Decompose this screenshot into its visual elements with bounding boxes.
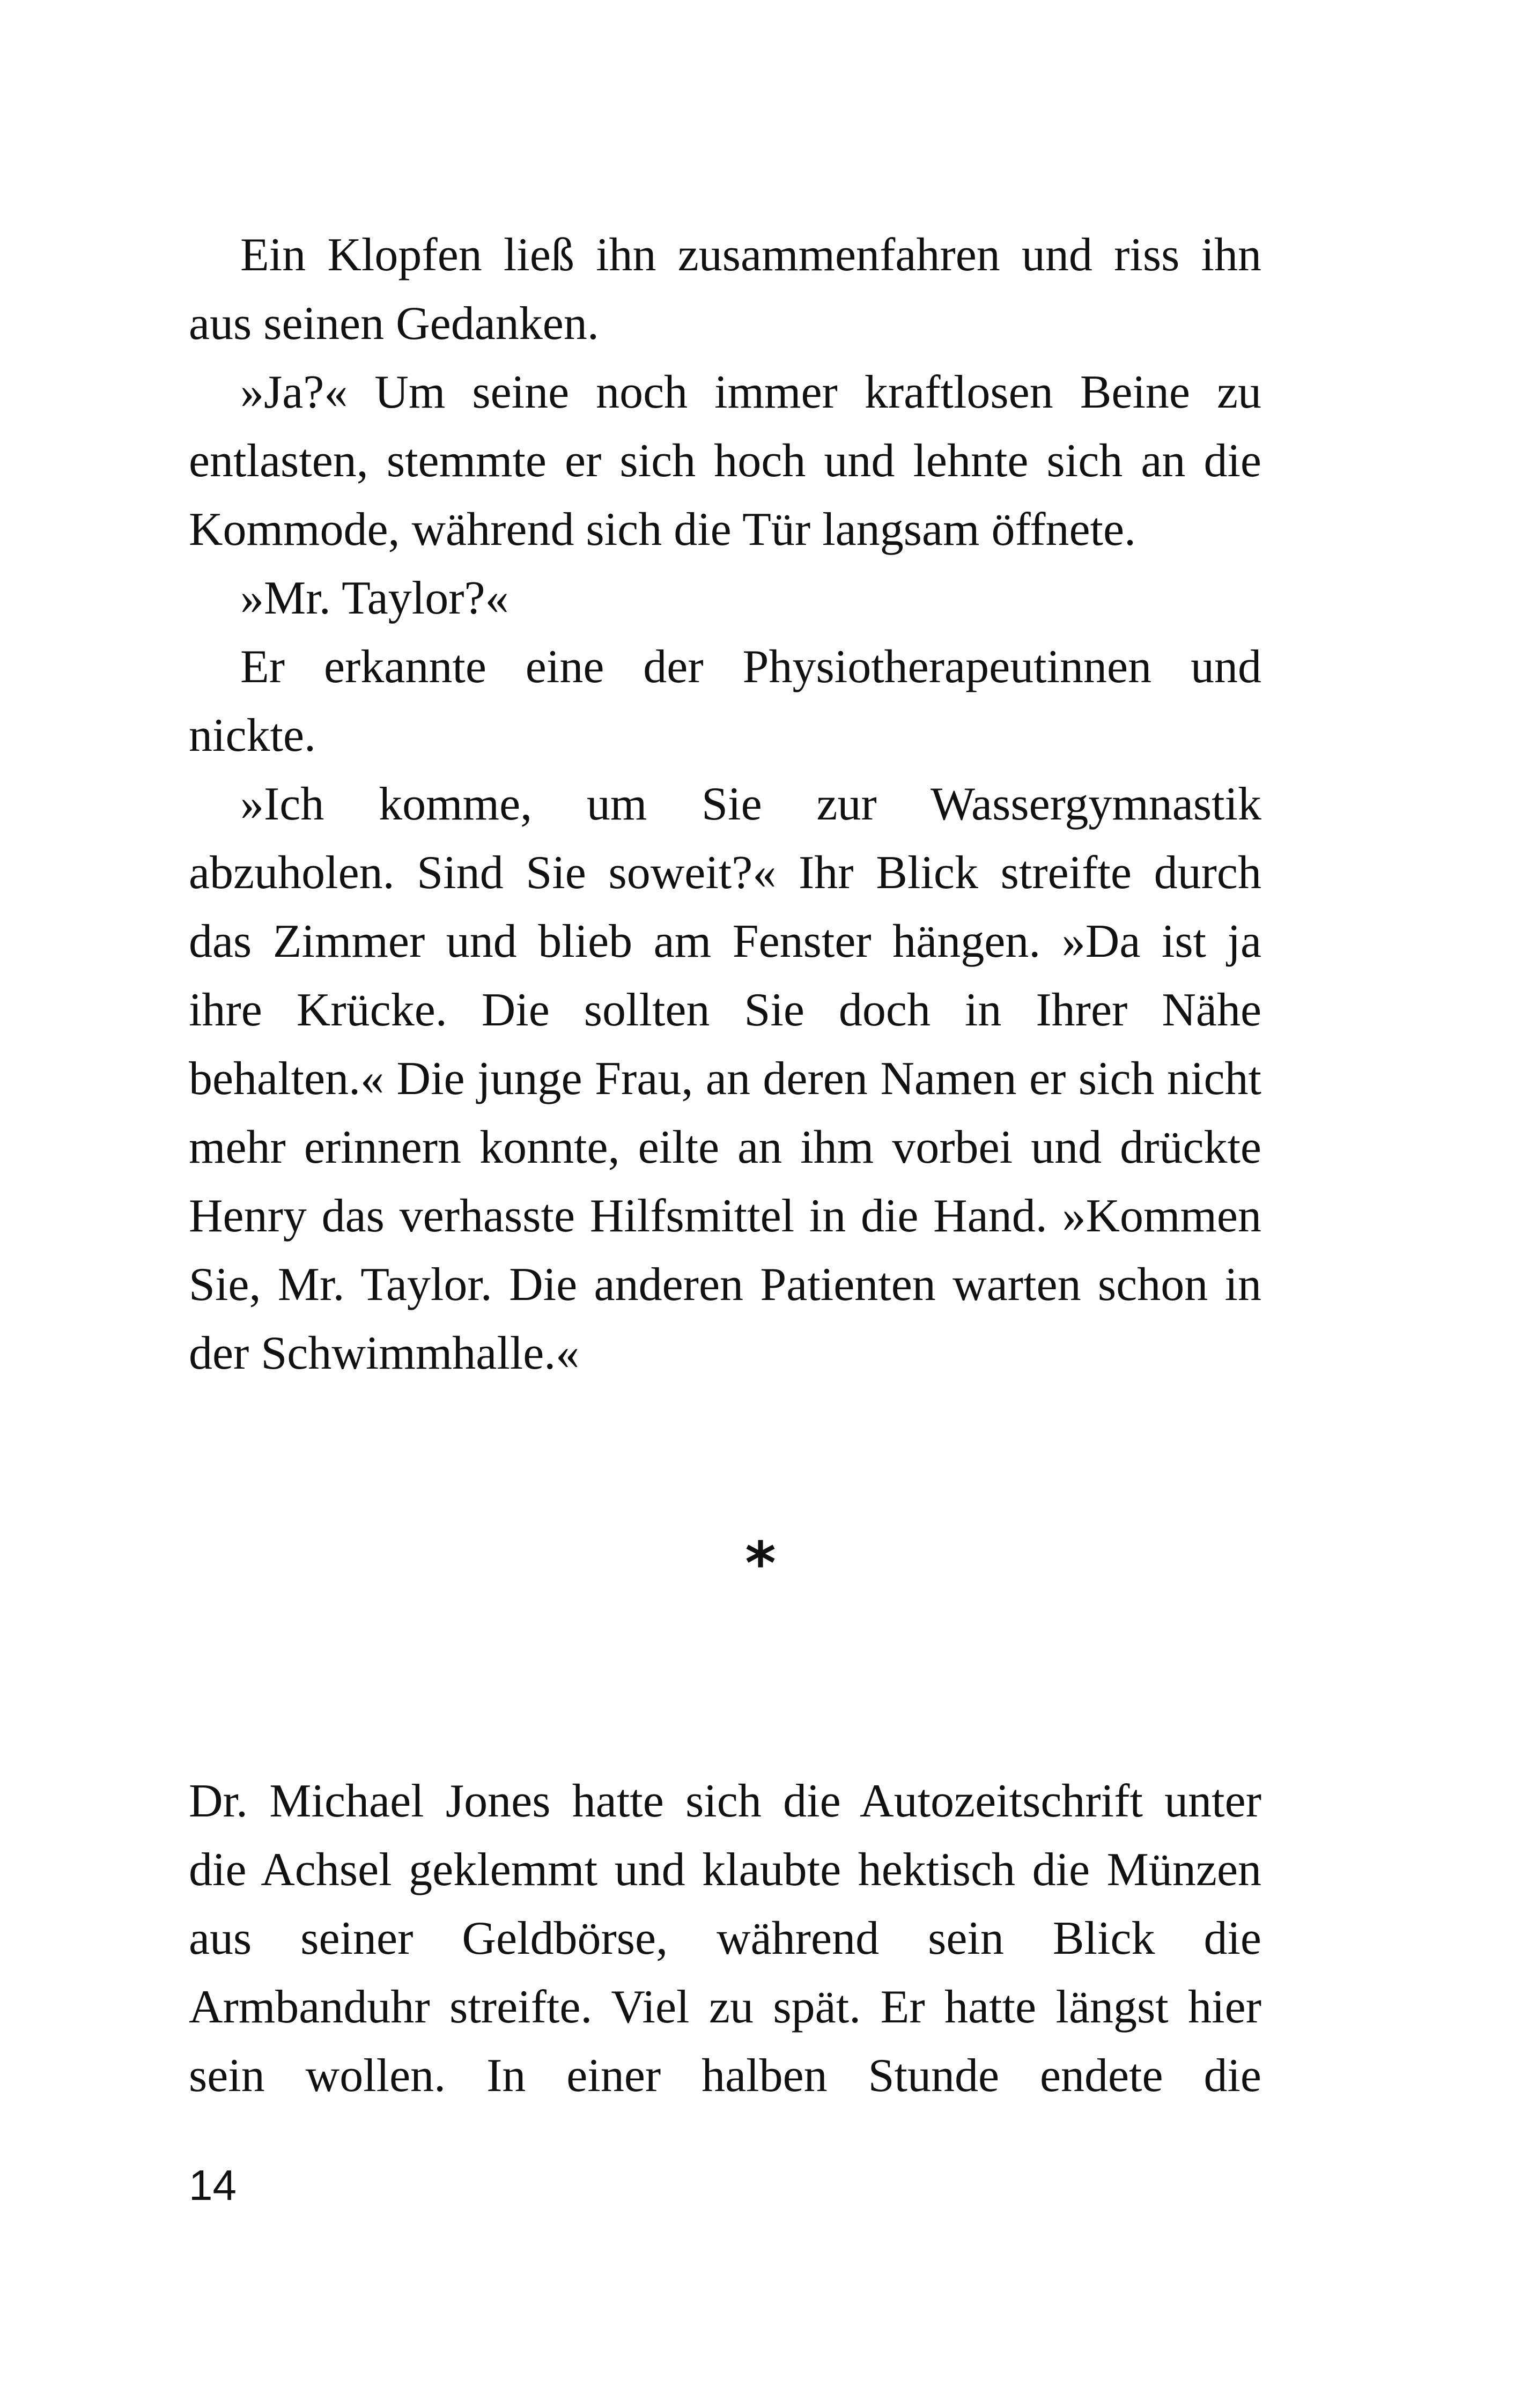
- page-number: 14: [189, 2161, 237, 2209]
- paragraph: »Ich komme, um Sie zur Wassergymnastik abzuholen. Sind Sie soweit?« Ihr Blick streifte durch das Zimmer und blieb am Fenster hängen. »Da ist ja ihre Krücke. Die sollten Sie doch in Ihrer Nähe behalten.« Die junge Frau, an deren Namen er sich nicht mehr erinnern konnte, eilte an ihm vorbei und drückte Henry das verhasste Hilfsmittel in die Hand. »Kommen Sie, Mr. Taylor. Die anderen Patienten warten schon in der Schwimmhalle.«: [189, 778, 1261, 1379]
- paragraph: »Ja?« Um seine noch immer kraftlosen Beine zu entlasten, stemmte er sich hoch und lehnte sich an die Kommode, während sich die Tür langsam öffnete.: [189, 366, 1261, 556]
- paragraph: »Mr. Taylor?«: [240, 572, 509, 624]
- text-section-bottom: [189, 1767, 1261, 2110]
- paragraph: Dr. Michael Jones hatte sich die Autozeitschrift unter die Achsel geklemmt und klaubte hektisch die Münzen aus seiner Geldbörse, während sein Blick die Armbanduhr streifte. Viel zu spät. Er hatte längst hier sein wollen. In einer halben Stunde endete die: [189, 1775, 1261, 2102]
- paragraph: Er erkannte eine der Physiotherapeutinnen und nickte.: [189, 641, 1261, 762]
- paragraph: Ein Klopfen ließ ihn zusammenfahren und riss ihn aus seinen Gedanken.: [189, 229, 1261, 350]
- text-section-top: [189, 221, 1261, 1388]
- section-separator-asterisk: *: [745, 1529, 776, 1598]
